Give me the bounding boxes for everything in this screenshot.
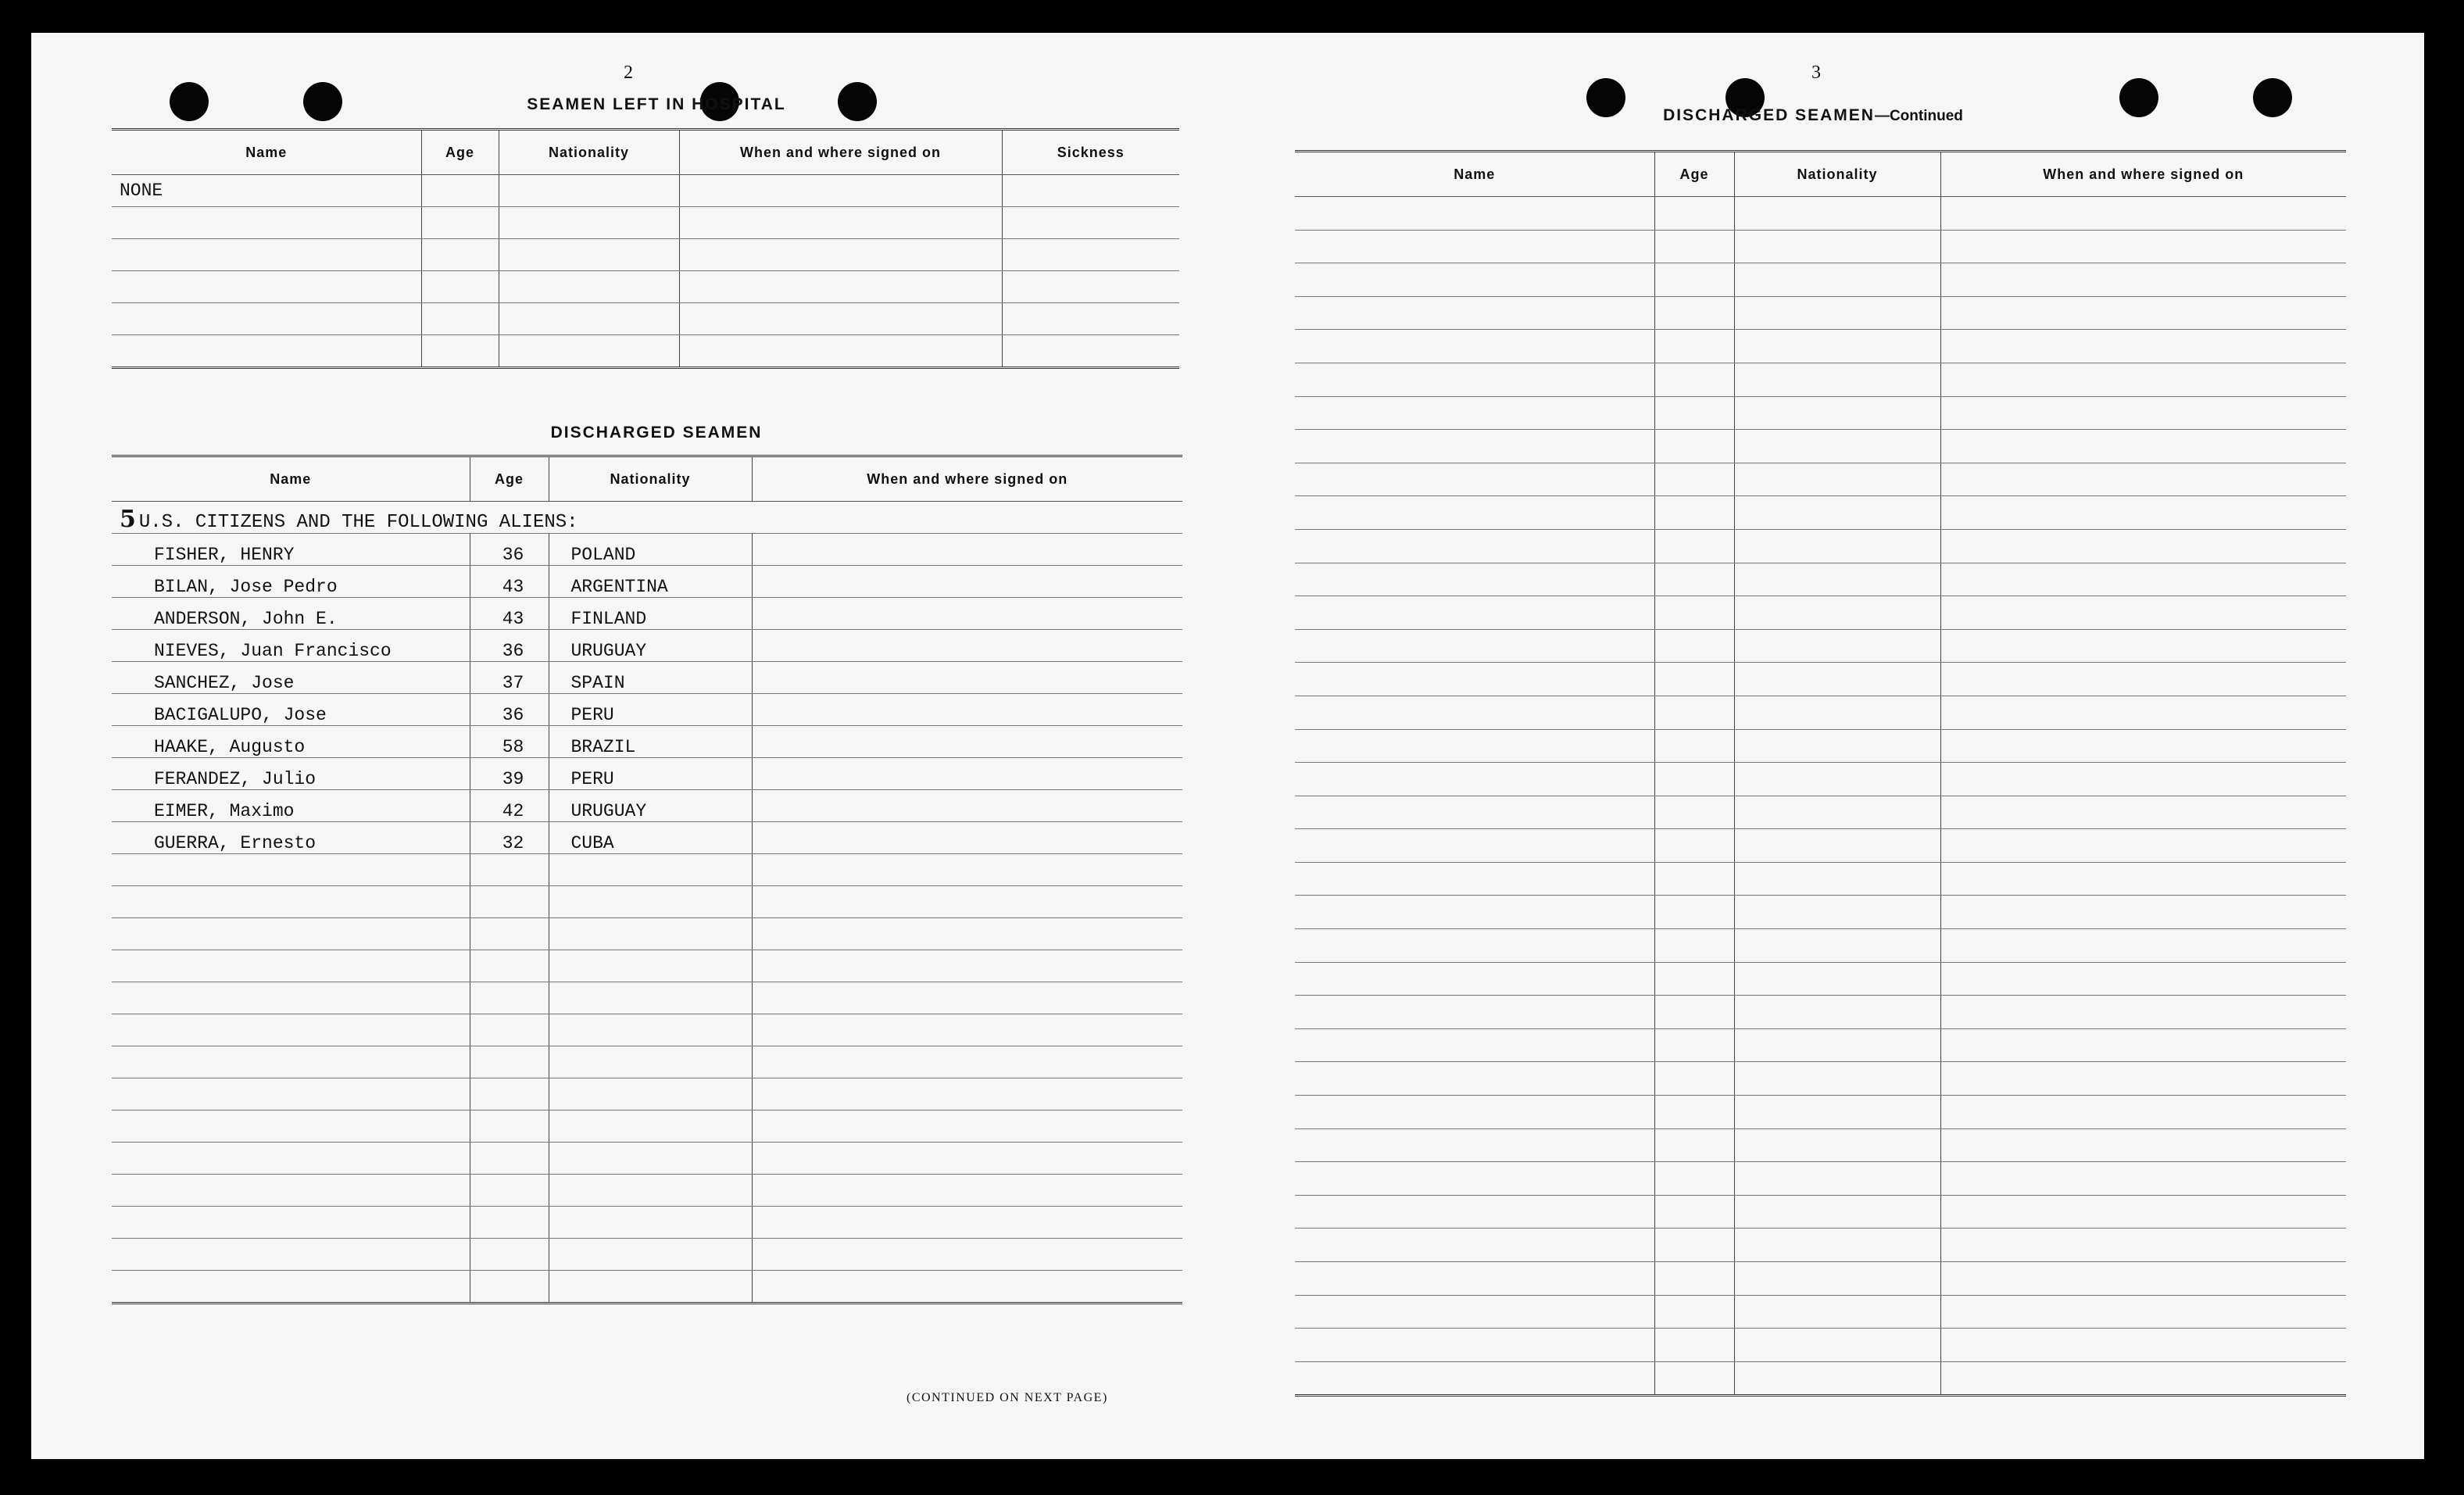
table-row xyxy=(1295,763,2346,796)
table-row xyxy=(112,175,1179,207)
punch-hole xyxy=(2253,78,2292,117)
intro-cell xyxy=(112,502,1182,534)
table-row xyxy=(112,1078,1182,1111)
column-header-age: Age xyxy=(421,130,499,175)
seaman-age: 43 xyxy=(470,598,549,630)
right-page-number: 3 xyxy=(1811,63,1821,83)
seaman-signed-on xyxy=(752,598,1182,630)
discharged-section-title: DISCHARGED SEAMEN xyxy=(550,424,763,442)
seaman-nationality: URUGUAY xyxy=(549,630,752,662)
table-row xyxy=(1295,862,2346,896)
seaman-nationality: FINLAND xyxy=(549,598,752,630)
seaman-age: 58 xyxy=(470,726,549,758)
table-row xyxy=(112,1207,1182,1239)
handwritten-mark: 5 xyxy=(120,506,136,533)
table-row xyxy=(112,1111,1182,1143)
seaman-name: FERANDEZ, Julio xyxy=(112,758,470,790)
column-header-signed-on: When and where signed on xyxy=(1940,152,2346,197)
seaman-signed-on xyxy=(752,566,1182,598)
seaman-name: HAAKE, Augusto xyxy=(112,726,470,758)
table-row xyxy=(1295,1262,2346,1296)
hospital-section-title: SEAMEN LEFT IN HOSPITAL xyxy=(527,95,786,113)
seaman-nationality: ARGENTINA xyxy=(549,566,752,598)
seaman-nationality: POLAND xyxy=(549,534,752,566)
hospital-table xyxy=(112,128,1179,369)
table-row xyxy=(1295,330,2346,363)
punch-hole xyxy=(1586,78,1625,117)
table-row xyxy=(1295,896,2346,929)
table-row xyxy=(112,694,1182,726)
table-row xyxy=(1295,929,2346,963)
table-row xyxy=(1295,663,2346,696)
column-header-name: Name xyxy=(112,130,421,175)
seaman-signed-on xyxy=(752,726,1182,758)
table-row xyxy=(1295,363,2346,396)
seaman-signed-on xyxy=(752,534,1182,566)
punch-hole xyxy=(170,82,209,121)
table-row xyxy=(112,1014,1182,1046)
table-row xyxy=(1295,696,2346,729)
seaman-name: GUERRA, Ernesto xyxy=(112,822,470,854)
discharged-continued-title: DISCHARGED SEAMEN—Continued xyxy=(1663,106,1963,124)
table-row xyxy=(112,1143,1182,1175)
table-row xyxy=(1295,629,2346,663)
column-header-nationality: Nationality xyxy=(1734,152,1940,197)
seaman-signed-on xyxy=(752,822,1182,854)
table-row xyxy=(112,303,1179,335)
seaman-nationality: CUBA xyxy=(549,822,752,854)
seaman-name: EIMER, Maximo xyxy=(112,790,470,822)
scanned-document xyxy=(31,33,2424,1459)
table-row xyxy=(112,566,1182,598)
punch-hole xyxy=(2119,78,2158,117)
seaman-nationality: URUGUAY xyxy=(549,790,752,822)
column-header-nationality: Nationality xyxy=(549,456,752,502)
column-header-age: Age xyxy=(470,456,549,502)
table-row xyxy=(112,1046,1182,1078)
table-row xyxy=(112,918,1182,950)
seaman-signed-on xyxy=(752,694,1182,726)
punch-hole xyxy=(303,82,342,121)
table-row xyxy=(1295,729,2346,763)
table-row xyxy=(112,822,1182,854)
table-row xyxy=(1295,430,2346,463)
table-row xyxy=(1295,962,2346,996)
table-row xyxy=(112,502,1182,534)
table-row xyxy=(1295,1229,2346,1262)
table-row xyxy=(1295,463,2346,496)
table-row xyxy=(112,335,1179,368)
seaman-name: SANCHEZ, Jose xyxy=(112,662,470,694)
table-row xyxy=(1295,396,2346,430)
table-row xyxy=(1295,1329,2346,1362)
seaman-name: FISHER, HENRY xyxy=(112,534,470,566)
table-row xyxy=(1295,296,2346,330)
column-header-age: Age xyxy=(1654,152,1734,197)
table-row xyxy=(1295,197,2346,231)
table-row xyxy=(112,726,1182,758)
seaman-age: 43 xyxy=(470,566,549,598)
table-row xyxy=(1295,563,2346,596)
seaman-nationality: BRAZIL xyxy=(549,726,752,758)
table-row xyxy=(112,886,1182,918)
table-row xyxy=(112,1271,1182,1304)
table-row xyxy=(1295,796,2346,829)
table-row xyxy=(1295,263,2346,297)
seaman-age: 42 xyxy=(470,790,549,822)
column-header-signed-on: When and where signed on xyxy=(752,456,1182,502)
table-row xyxy=(112,630,1182,662)
column-header-name: Name xyxy=(112,456,470,502)
table-row xyxy=(1295,996,2346,1029)
table-row xyxy=(112,662,1182,694)
table-row xyxy=(1295,1096,2346,1129)
seaman-nationality: PERU xyxy=(549,758,752,790)
seaman-name: NIEVES, Juan Francisco xyxy=(112,630,470,662)
table-row xyxy=(1295,1162,2346,1196)
table-row xyxy=(1295,829,2346,863)
discharged-continued-table xyxy=(1295,150,2346,1397)
table-row xyxy=(112,790,1182,822)
seaman-nationality: PERU xyxy=(549,694,752,726)
left-page-number: 2 xyxy=(624,63,633,83)
seaman-name: BILAN, Jose Pedro xyxy=(112,566,470,598)
table-row xyxy=(112,1175,1182,1207)
table-row xyxy=(112,534,1182,566)
table-row xyxy=(112,239,1179,271)
seaman-age: 36 xyxy=(470,534,549,566)
table-row xyxy=(112,854,1182,886)
seaman-nationality: SPAIN xyxy=(549,662,752,694)
table-row xyxy=(1295,596,2346,630)
seaman-signed-on xyxy=(752,758,1182,790)
seaman-name: ANDERSON, John E. xyxy=(112,598,470,630)
table-row xyxy=(112,598,1182,630)
column-header-signed-on: When and where signed on xyxy=(679,130,1002,175)
continued-note: (CONTINUED ON NEXT PAGE) xyxy=(907,1391,1108,1404)
table-row xyxy=(112,207,1179,239)
seaman-age: 32 xyxy=(470,822,549,854)
table-row xyxy=(1295,529,2346,563)
table-row xyxy=(1295,1028,2346,1062)
table-row xyxy=(1295,1295,2346,1329)
table-row xyxy=(112,271,1179,303)
punch-hole xyxy=(838,82,877,121)
table-row xyxy=(1295,1062,2346,1096)
seaman-age: 36 xyxy=(470,630,549,662)
discharged-table xyxy=(112,455,1182,1304)
seaman-signed-on xyxy=(752,662,1182,694)
seaman-age: 37 xyxy=(470,662,549,694)
seaman-name: BACIGALUPO, Jose xyxy=(112,694,470,726)
seaman-age: 36 xyxy=(470,694,549,726)
table-row xyxy=(112,982,1182,1014)
table-row xyxy=(112,950,1182,982)
table-row xyxy=(1295,496,2346,530)
seaman-signed-on xyxy=(752,790,1182,822)
table-row xyxy=(112,758,1182,790)
table-row xyxy=(112,1239,1182,1271)
column-header-name: Name xyxy=(1295,152,1654,197)
seaman-age: 39 xyxy=(470,758,549,790)
table-row xyxy=(1295,1361,2346,1396)
column-header-sickness: Sickness xyxy=(1002,130,1179,175)
table-row xyxy=(1295,230,2346,263)
seaman-signed-on xyxy=(752,630,1182,662)
intro-text: U.S. CITIZENS AND THE FOLLOWING ALIENS: xyxy=(138,512,578,533)
hospital-entry-name: NONE xyxy=(112,175,421,207)
table-row xyxy=(1295,1128,2346,1162)
table-row xyxy=(1295,1195,2346,1229)
column-header-nationality: Nationality xyxy=(499,130,679,175)
